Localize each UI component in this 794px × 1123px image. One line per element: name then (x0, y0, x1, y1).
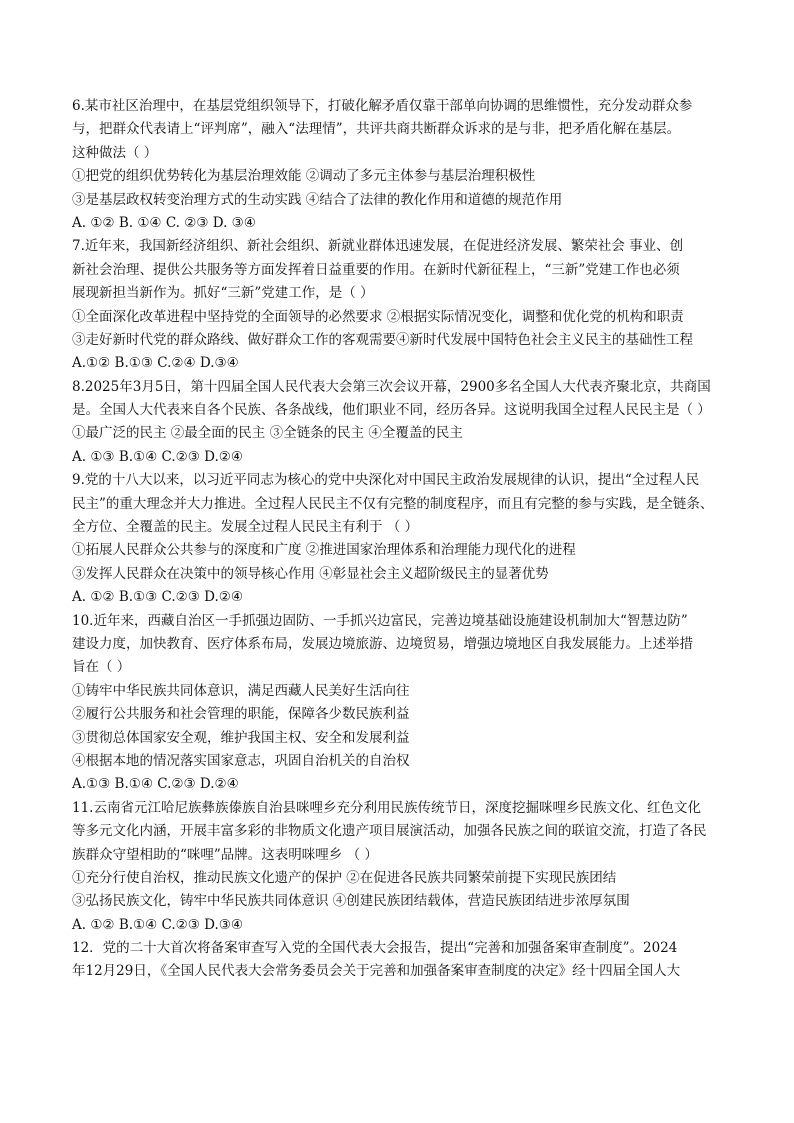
question-line: ①铸牢中华民族共同体意识，满足西藏人民美好生活向往 (72, 682, 410, 699)
question-line: 6.某市社区治理中，在基层党组织领导下，打破化解矛盾仅靠干部单向协调的思维惯性，充分发动群众参 (72, 98, 693, 114)
question-line: ③是基层政权转变治理方式的生动实践 ④结合了法律的教化作用和道德的规范作用 (72, 191, 563, 208)
question-line: 展现新担当新作为。抓好“三新”党建工作，是（ ） (72, 285, 374, 302)
question-block (72, 469, 722, 609)
question-block (72, 797, 722, 937)
question-line: 全方位、全覆盖的民主。发展全过程人民民主有利于 （ ） (72, 519, 419, 536)
question-line: 11.云南省元江哈尼族彝族傣族自治县咪哩乡充分利用民族传统节日，深度挖掘咪哩乡民族文化、红色文化 (72, 799, 701, 816)
question-line: ②履行公共服务和社会管理的职能，保障各少数民族利益 (72, 706, 410, 723)
question-line: 与，把群众代表请上“评判席”，融入“法理情”，共评共商共断群众诉求的是与非，把矛盾化解在基层。 (72, 121, 681, 138)
question-line: A. ①③ B.①④ C.②③ D.②④ (72, 448, 244, 465)
question-line: ①把党的组织优势转化为基层治理效能 ②调动了多元主体参与基层治理积极性 (72, 168, 536, 185)
question-line: 12．党的二十大首次将备案审查写入党的全国代表大会报告，提出“完善和加强备案审查制度”。2024 (72, 940, 678, 957)
question-line: ①充分行使自治权，推动民族文化遗产的保护 ②在促进各民族共同繁荣前提下实现民族团结 (72, 869, 617, 886)
question-line: ③走好新时代党的群众路线、做好群众工作的客观需要④新时代发展中国特色社会主义民主的基础性工程 (72, 331, 693, 348)
question-line: 等多元文化内涵，开展丰富多彩的非物质文化遗产项目展演活动，加强各民族之间的联谊交流，打造了各民 (72, 823, 707, 840)
question-line: ④根据本地的情况落实国家意志，巩固自治机关的自治权 (72, 752, 410, 769)
question-block (72, 235, 722, 375)
question-line: 8.2025年3月5日，第十四届全国人民代表大会第三次会议开幕，2900多名全国人大代表齐聚北京，共商国 (72, 378, 711, 395)
question-line: 9.党的十八大以来，以习近平同志为核心的党中央深化对中国民主政治发展规律的认识，提出“全过程人民 (72, 472, 700, 489)
question-line: ①拓展人民群众公共参与的深度和广度 ②推进国家治理体系和治理能力现代化的进程 (72, 542, 576, 559)
question-line: 族群众守望相助的“咪哩”品牌。这表明咪哩乡 （ ） (72, 846, 378, 863)
question-line: 是。全国人大代表来自各个民族、各条战线，他们职业不同，经历各异。这说明我国全过程人民民主是（ ） (72, 402, 711, 419)
question-line: 民主”的重大理念并大力推进。全过程人民民主不仅有完整的制度程序，而且有完整的参与实践，是全链条、 (72, 495, 714, 512)
question-line: 建设力度，加快教育、医疗体系布局，发展边境旅游、边境贸易，增强边境地区自我发展能力。上述举措 (72, 635, 693, 652)
question-block (72, 376, 722, 470)
question-line: ③弘扬民族文化，铸牢中华民族共同体意识 ④创建民族团结载体，营造民族团结进步浓厚氛围 (72, 893, 630, 910)
question-line: A. ①② B.①③ C.②③ D.②④ (72, 589, 244, 606)
question-line: 7.近年来，我国新经济组织、新社会组织、新就业群体迅速发展，在促进经济发展、繁荣社会 事业、创 (72, 238, 684, 255)
question-line: 10.近年来，西藏自治区一手抓强边固防、一手抓兴边富民，完善边境基础设施建设机制加大“智慧边防” (72, 612, 688, 629)
question-block (72, 95, 722, 235)
question-line: ①最广泛的民主 ②最全面的民主 ③全链条的民主 ④全覆盖的民主 (72, 425, 463, 442)
question-line: ③发挥人民群众在决策中的领导核心作用 ④彰显社会主义超阶级民主的显著优势 (72, 565, 549, 582)
question-line: A. ①② B. ①④ C. ②③ D. ③④ (72, 214, 256, 231)
question-line: A.①③ B.①④ C.②③ D.②④ (72, 776, 239, 793)
question-line: A. ①② B.①④ C.②③ D.③④ (72, 916, 244, 933)
exam-page (72, 95, 722, 984)
question-line: 新社会治理、提供公共服务等方面发挥着日益重要的作用。在新时代新征程上，“三新”党建工作也必须 (72, 261, 680, 278)
question-line: 年12月29日，《全国人民代表大会常务委员会关于完善和加强备案审查制度的决定》经十四届全国人大 (72, 963, 681, 980)
question-line: 旨在（ ） (72, 659, 131, 676)
question-block (72, 937, 722, 984)
question-line: ①全面深化改革进程中坚持党的全面领导的必然要求 ②根据实际情况变化，调整和优化党的机构和职责 (72, 308, 684, 325)
question-line: ③贯彻总体国家安全观，维护我国主权、安全和发展利益 (72, 729, 410, 746)
question-block (72, 610, 722, 797)
question-line: 这种做法（ ） (72, 144, 158, 161)
question-line: A.①② B.①③ C.②④ D.③④ (72, 355, 239, 372)
